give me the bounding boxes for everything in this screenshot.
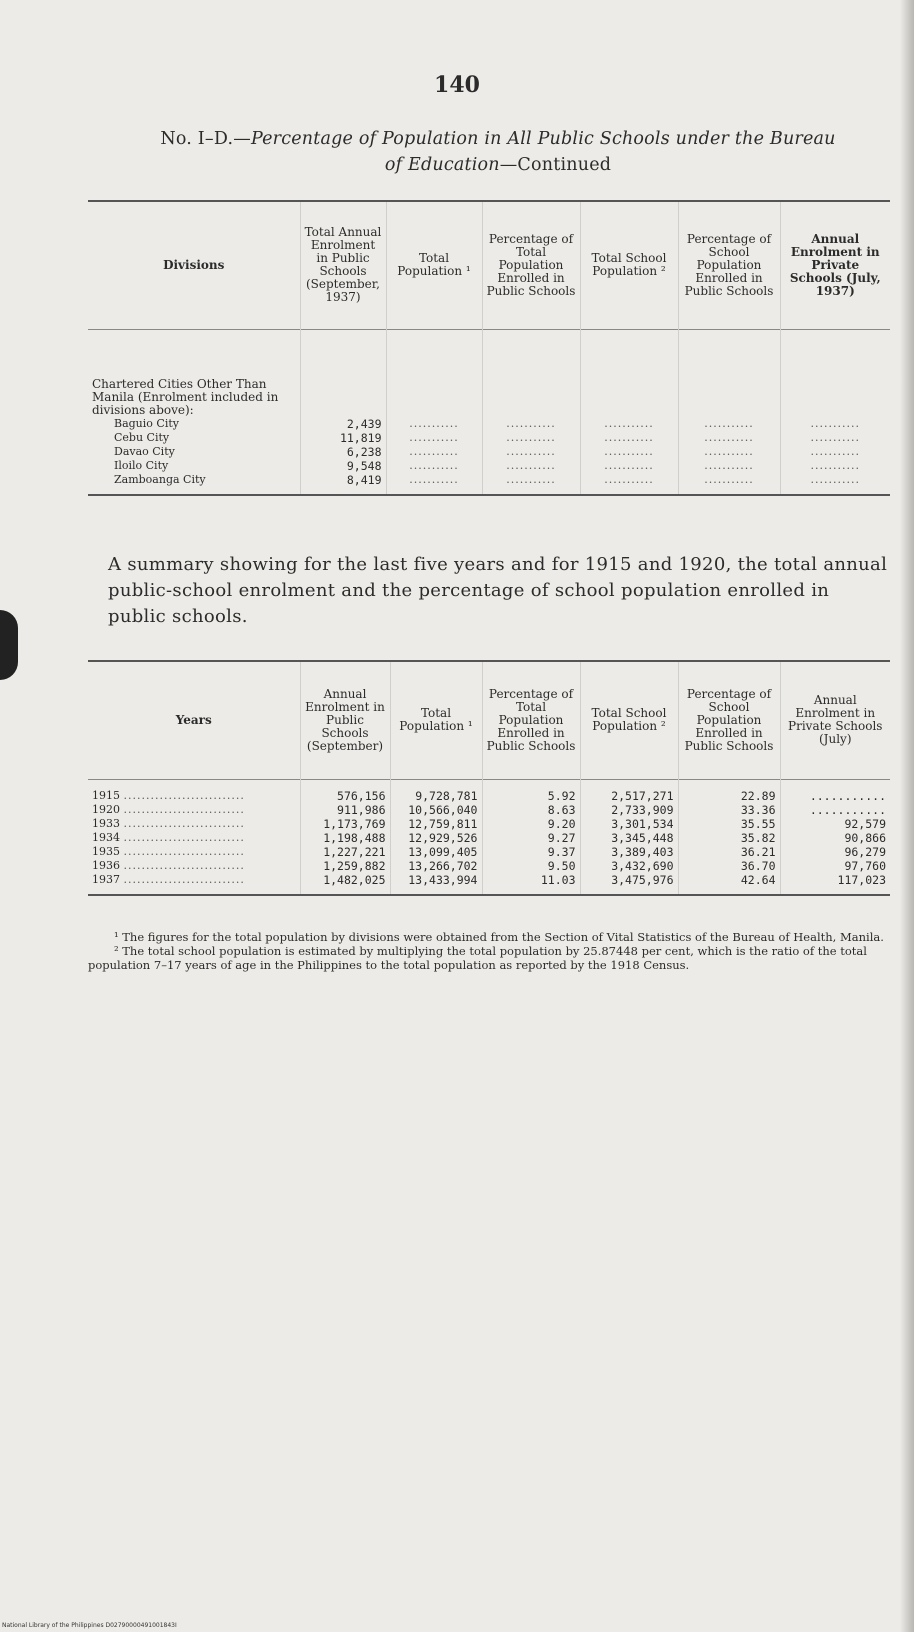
leader-dots: ........................... (123, 873, 245, 886)
enrolment-cell: 1,173,769 (300, 817, 390, 831)
footnote-2: ² The total school population is estimated by multiplying the total population by 25.87448 per cent, which is the ratio of the total population 7–17 years of age in the Philippines to the total population as reported by the 1918 Census. (88, 944, 867, 972)
header-school-population: Total School Population ² (580, 661, 678, 779)
footnote-1: ¹ The figures for the total population by divisions were obtained from the Section of Vital Statistics of the Bureau of Health, Manila. (114, 930, 884, 944)
enrolment-cell: 2,439 (300, 417, 386, 431)
school-pop-cell: 2,733,909 (580, 803, 678, 817)
private-cell: 96,279 (844, 845, 886, 859)
title-italic-line1: Percentage of Population in All Public Schools under the Bureau (250, 129, 836, 149)
header-years: Years (88, 661, 300, 779)
year-label: 1936 (92, 859, 120, 872)
empty-cell: ........... (678, 473, 780, 495)
empty-cell: ........... (810, 459, 860, 472)
pct-school-cell: 36.70 (678, 859, 780, 873)
header-divisions: Divisions (88, 201, 300, 329)
title-italic-line2: of Education (384, 155, 500, 175)
header-pct-total: Percentage of Total Population Enrolled in Public Schools (482, 661, 580, 779)
enrolment-cell: 1,259,882 (300, 859, 390, 873)
empty-cell: ........... (386, 459, 482, 473)
year-label: 1915 (92, 789, 120, 802)
header-enrolment: Annual Enrolment in Public Schools (September) (300, 661, 390, 779)
private-cell: 92,579 (844, 817, 886, 831)
empty-cell: ........... (482, 473, 580, 495)
empty-cell: ........... (580, 459, 678, 473)
school-pop-cell: 3,389,403 (580, 845, 678, 859)
year-cell (88, 803, 300, 817)
header-pct-total: Percentage of Total Population Enrolled in Public Schools (482, 201, 580, 329)
year-cell (88, 845, 300, 859)
leader-dots: ........................... (123, 859, 245, 872)
page-number: 140 (434, 72, 480, 98)
empty-cell: ........... (386, 431, 482, 445)
private-cell: 97,760 (844, 859, 886, 873)
enrolment-cell: 576,156 (300, 789, 390, 803)
enrolment-cell: 1,482,025 (300, 873, 390, 895)
private-cell: ........... (809, 803, 886, 817)
table-row (88, 431, 890, 445)
division-name: Davao City (88, 445, 300, 459)
leader-dots: ........................... (123, 831, 245, 844)
school-pop-cell: 3,432,690 (580, 859, 678, 873)
empty-cell: ........... (580, 473, 678, 495)
table-row (88, 789, 890, 803)
year-label: 1933 (92, 817, 120, 830)
header-enrolment: Total Annual Enrolment in Public Schools (September, 1937) (300, 201, 386, 329)
pct-school-cell: 22.89 (678, 789, 780, 803)
pct-total-cell: 5.92 (482, 789, 580, 803)
enrolment-cell: 6,238 (300, 445, 386, 459)
empty-cell: ........... (678, 445, 780, 459)
scan-smudge (0, 610, 18, 680)
empty-cell: ........... (678, 431, 780, 445)
pct-school-cell: 35.55 (678, 817, 780, 831)
private-cell: ........... (809, 789, 886, 803)
population-cell: 12,759,811 (390, 817, 482, 831)
division-name: Cebu City (88, 431, 300, 445)
title-prefix: No. I–D.— (160, 129, 251, 149)
pct-total-cell: 11.03 (482, 873, 580, 895)
header-pct-school: Percentage of School Population Enrolled in Public Schools (678, 201, 780, 329)
leader-dots: ........................... (123, 803, 245, 816)
table-row (88, 859, 890, 873)
school-pop-cell: 2,517,271 (580, 789, 678, 803)
school-pop-cell: 3,475,976 (580, 873, 678, 895)
empty-cell: ........... (386, 473, 482, 495)
population-cell: 10,566,040 (390, 803, 482, 817)
empty-cell: ........... (810, 473, 860, 486)
enrolment-cell: 1,227,221 (300, 845, 390, 859)
table-row (88, 459, 890, 473)
private-cell: 117,023 (837, 873, 886, 887)
empty-cell: ........... (580, 445, 678, 459)
pct-total-cell: 9.20 (482, 817, 580, 831)
year-label: 1937 (92, 873, 120, 886)
table-row (88, 445, 890, 459)
header-total-population: Total Population ¹ (386, 201, 482, 329)
pct-total-cell: 9.37 (482, 845, 580, 859)
leader-dots: ........................... (123, 817, 245, 830)
empty-cell: ........... (482, 431, 580, 445)
pct-total-cell: 9.50 (482, 859, 580, 873)
empty-cell: ........... (482, 445, 580, 459)
empty-cell: ........... (386, 417, 482, 431)
header-pct-school: Percentage of School Population Enrolled in Public Schools (678, 661, 780, 779)
table-row (88, 473, 890, 495)
enrolment-cell: 911,986 (300, 803, 390, 817)
pct-school-cell: 42.64 (678, 873, 780, 895)
header-school-population: Total School Population ² (580, 201, 678, 329)
table-row (88, 845, 890, 859)
empty-cell: ........... (810, 417, 860, 430)
enrolment-cell: 8,419 (300, 473, 386, 495)
summary-paragraph: A summary showing for the last five years and for 1915 and 1920, the total annual public-school enrolment and the percentage of school population enrolled in public schools. (108, 554, 888, 627)
pct-total-cell: 9.27 (482, 831, 580, 845)
division-name: Zamboanga City (88, 473, 300, 495)
table-row (88, 873, 890, 895)
table-title (88, 126, 908, 178)
year-cell (88, 789, 300, 803)
empty-cell: ........... (386, 445, 482, 459)
year-cell (88, 873, 300, 895)
empty-cell: ........... (482, 417, 580, 431)
header-total-population: Total Population ¹ (390, 661, 482, 779)
year-cell (88, 831, 300, 845)
leader-dots: ........................... (123, 845, 245, 858)
table-row (88, 417, 890, 431)
pct-school-cell: 36.21 (678, 845, 780, 859)
years-table (88, 660, 890, 896)
page-spine-shadow (900, 0, 914, 1632)
population-cell: 12,929,526 (390, 831, 482, 845)
table-row (88, 817, 890, 831)
empty-cell: ........... (810, 431, 860, 444)
empty-cell: ........... (580, 431, 678, 445)
header-private-enrolment: Annual Enrolment in Private Schools (July) (788, 693, 883, 747)
group-label: Chartered Cities Other Than Manila (Enrolment included in divisions above): (88, 329, 300, 417)
scan-credit: National Library of the Philippines D02790000491001843I (2, 1622, 177, 1629)
empty-cell: ........... (580, 417, 678, 431)
pct-school-cell: 33.36 (678, 803, 780, 817)
table-row (88, 803, 890, 817)
enrolment-cell: 9,548 (300, 459, 386, 473)
header-private-enrolment: Annual Enrolment in Private Schools (July, 1937) (789, 231, 881, 298)
year-label: 1934 (92, 831, 120, 844)
division-name: Iloilo City (88, 459, 300, 473)
footnotes (88, 930, 898, 972)
division-name: Baguio City (88, 417, 300, 431)
population-cell: 13,433,994 (390, 873, 482, 895)
divisions-table (88, 200, 890, 496)
population-cell: 13,266,702 (390, 859, 482, 873)
school-pop-cell: 3,345,448 (580, 831, 678, 845)
title-suffix: —Continued (499, 155, 612, 175)
year-label: 1935 (92, 845, 120, 858)
pct-school-cell: 35.82 (678, 831, 780, 845)
year-cell (88, 817, 300, 831)
empty-cell: ........... (810, 445, 860, 458)
year-label: 1920 (92, 803, 120, 816)
table-row (88, 831, 890, 845)
pct-total-cell: 8.63 (482, 803, 580, 817)
population-cell: 13,099,405 (390, 845, 482, 859)
enrolment-cell: 11,819 (300, 431, 386, 445)
private-cell: 90,866 (844, 831, 886, 845)
empty-cell: ........... (678, 459, 780, 473)
school-pop-cell: 3,301,534 (580, 817, 678, 831)
empty-cell: ........... (482, 459, 580, 473)
empty-cell: ........... (678, 417, 780, 431)
enrolment-cell: 1,198,488 (300, 831, 390, 845)
leader-dots: ........................... (123, 789, 245, 802)
population-cell: 9,728,781 (390, 789, 482, 803)
year-cell (88, 859, 300, 873)
